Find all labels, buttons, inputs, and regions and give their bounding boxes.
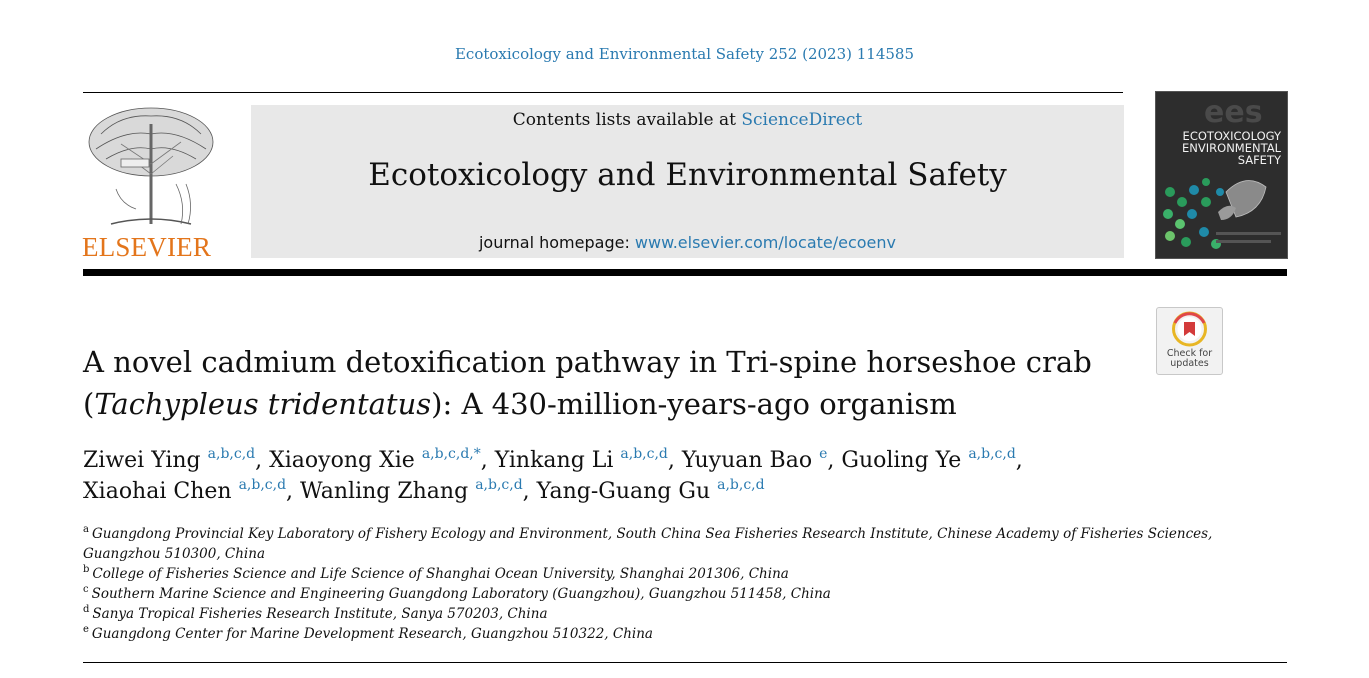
affiliation-item bbox=[83, 524, 1213, 544]
author-affiliation-marks[interactable]: a,b,c,d,* bbox=[421, 446, 481, 462]
cover-title bbox=[1182, 130, 1281, 166]
affiliation-text: Sanya Tropical Fisheries Research Institute, Sanya 570203, China bbox=[92, 606, 548, 622]
affiliation-key: b bbox=[83, 564, 90, 575]
homepage-prefix: journal homepage: bbox=[478, 233, 635, 252]
author-name[interactable]: Yuyuan Bao bbox=[681, 448, 813, 473]
affiliation-text: Guangzhou 510300, China bbox=[83, 546, 265, 562]
affiliation-key: a bbox=[83, 524, 89, 535]
contents-prefix: Contents lists available at bbox=[512, 110, 742, 130]
journal-cover-thumbnail[interactable] bbox=[1155, 91, 1288, 259]
author-affiliation-marks[interactable]: e bbox=[819, 446, 828, 462]
author-affiliation-marks[interactable]: a,b,c,d bbox=[968, 446, 1016, 462]
cover-title-line1: ECOTOXICOLOGY bbox=[1182, 129, 1281, 143]
affiliation-key: d bbox=[83, 604, 90, 615]
title-part1: A novel cadmium detoxification pathway in Tri-spine horseshoe crab bbox=[83, 345, 1092, 379]
author-affiliation-marks[interactable]: a,b,c,d bbox=[207, 446, 256, 462]
affiliation-key: c bbox=[83, 584, 89, 595]
journal-citation-link[interactable] bbox=[0, 45, 1369, 63]
author-list bbox=[83, 445, 1183, 507]
journal-title: Ecotoxicology and Environmental Safety bbox=[368, 157, 1007, 193]
affiliation-item bbox=[83, 564, 1183, 584]
author-name[interactable]: Ziwei Ying bbox=[83, 448, 201, 473]
affiliation-text: Guangdong Center for Marine Development Research, Guangzhou 510322, China bbox=[91, 626, 653, 642]
author-separator: , bbox=[286, 479, 301, 504]
author-separator: , bbox=[667, 448, 682, 473]
author-name[interactable]: Xiaohai Chen bbox=[83, 479, 232, 504]
check-label-line1: Check for bbox=[1166, 348, 1213, 359]
author-name[interactable]: Guoling Ye bbox=[841, 448, 962, 473]
title-open-paren: ( bbox=[83, 387, 95, 421]
top-divider bbox=[83, 92, 1123, 93]
author-name[interactable]: Xiaoyong Xie bbox=[269, 448, 415, 473]
affiliation-item-continued bbox=[83, 544, 1183, 564]
author-name[interactable]: Yinkang Li bbox=[494, 448, 614, 473]
bottom-divider bbox=[83, 662, 1287, 663]
author-name[interactable]: Yang-Guang Gu bbox=[536, 479, 711, 504]
article-title bbox=[83, 341, 1143, 425]
cover-title-line3: SAFETY bbox=[1237, 153, 1281, 167]
check-for-updates-icon bbox=[1157, 310, 1222, 350]
title-species: Tachypleus tridentatus bbox=[94, 387, 432, 421]
check-for-updates-button[interactable] bbox=[1156, 307, 1223, 375]
affiliation-list bbox=[83, 524, 1213, 644]
author-affiliation-marks[interactable]: a,b,c,d bbox=[620, 446, 668, 462]
citation-text[interactable]: Ecotoxicology and Environmental Safety 252 (2023) 114585 bbox=[454, 45, 915, 63]
check-label-line2: updates bbox=[1170, 358, 1209, 369]
author-separator: , bbox=[255, 448, 270, 473]
svg-text:ees: ees bbox=[1204, 95, 1263, 130]
title-part2: ): A 430-million-years-ago organism bbox=[431, 387, 957, 421]
journal-homepage-line bbox=[251, 233, 1124, 252]
author-affiliation-marks[interactable]: a,b,c,d bbox=[717, 477, 765, 493]
affiliation-text: Southern Marine Science and Engineering Guangdong Laboratory (Guangzhou), Guangzhou 511458, China bbox=[91, 586, 831, 602]
sciencedirect-link[interactable]: ScienceDirect bbox=[741, 110, 863, 130]
author-separator: , bbox=[827, 448, 842, 473]
author-separator: , bbox=[480, 448, 495, 473]
author-affiliation-marks[interactable]: a,b,c,d bbox=[238, 477, 287, 493]
affiliation-item bbox=[83, 624, 1183, 644]
affiliation-text: College of Fisheries Science and Life Science of Shanghai Ocean University, Shanghai 201306, China bbox=[92, 566, 789, 582]
author-affiliation-marks[interactable]: a,b,c,d bbox=[475, 477, 523, 493]
check-for-updates-label bbox=[1157, 349, 1222, 369]
author-separator: , bbox=[1015, 448, 1023, 473]
header-thick-rule bbox=[83, 269, 1287, 276]
affiliation-key: e bbox=[83, 624, 89, 635]
affiliation-item bbox=[83, 604, 1183, 624]
affiliation-item bbox=[83, 584, 1183, 604]
journal-banner bbox=[251, 105, 1124, 258]
publisher-name: ELSEVIER bbox=[82, 232, 212, 262]
author-name[interactable]: Wanling Zhang bbox=[300, 479, 469, 504]
cover-title-line2: ENVIRONMENTAL bbox=[1182, 141, 1281, 155]
contents-available-line bbox=[251, 110, 1124, 130]
journal-homepage-link[interactable]: www.elsevier.com/locate/ecoenv bbox=[634, 233, 897, 252]
affiliation-text: Guangdong Provincial Key Laboratory of Fishery Ecology and Environment, South China Sea Fisheries Research Institute, Chinese Academy of Fisheries Sciences, bbox=[91, 526, 1213, 542]
author-separator: , bbox=[522, 479, 537, 504]
